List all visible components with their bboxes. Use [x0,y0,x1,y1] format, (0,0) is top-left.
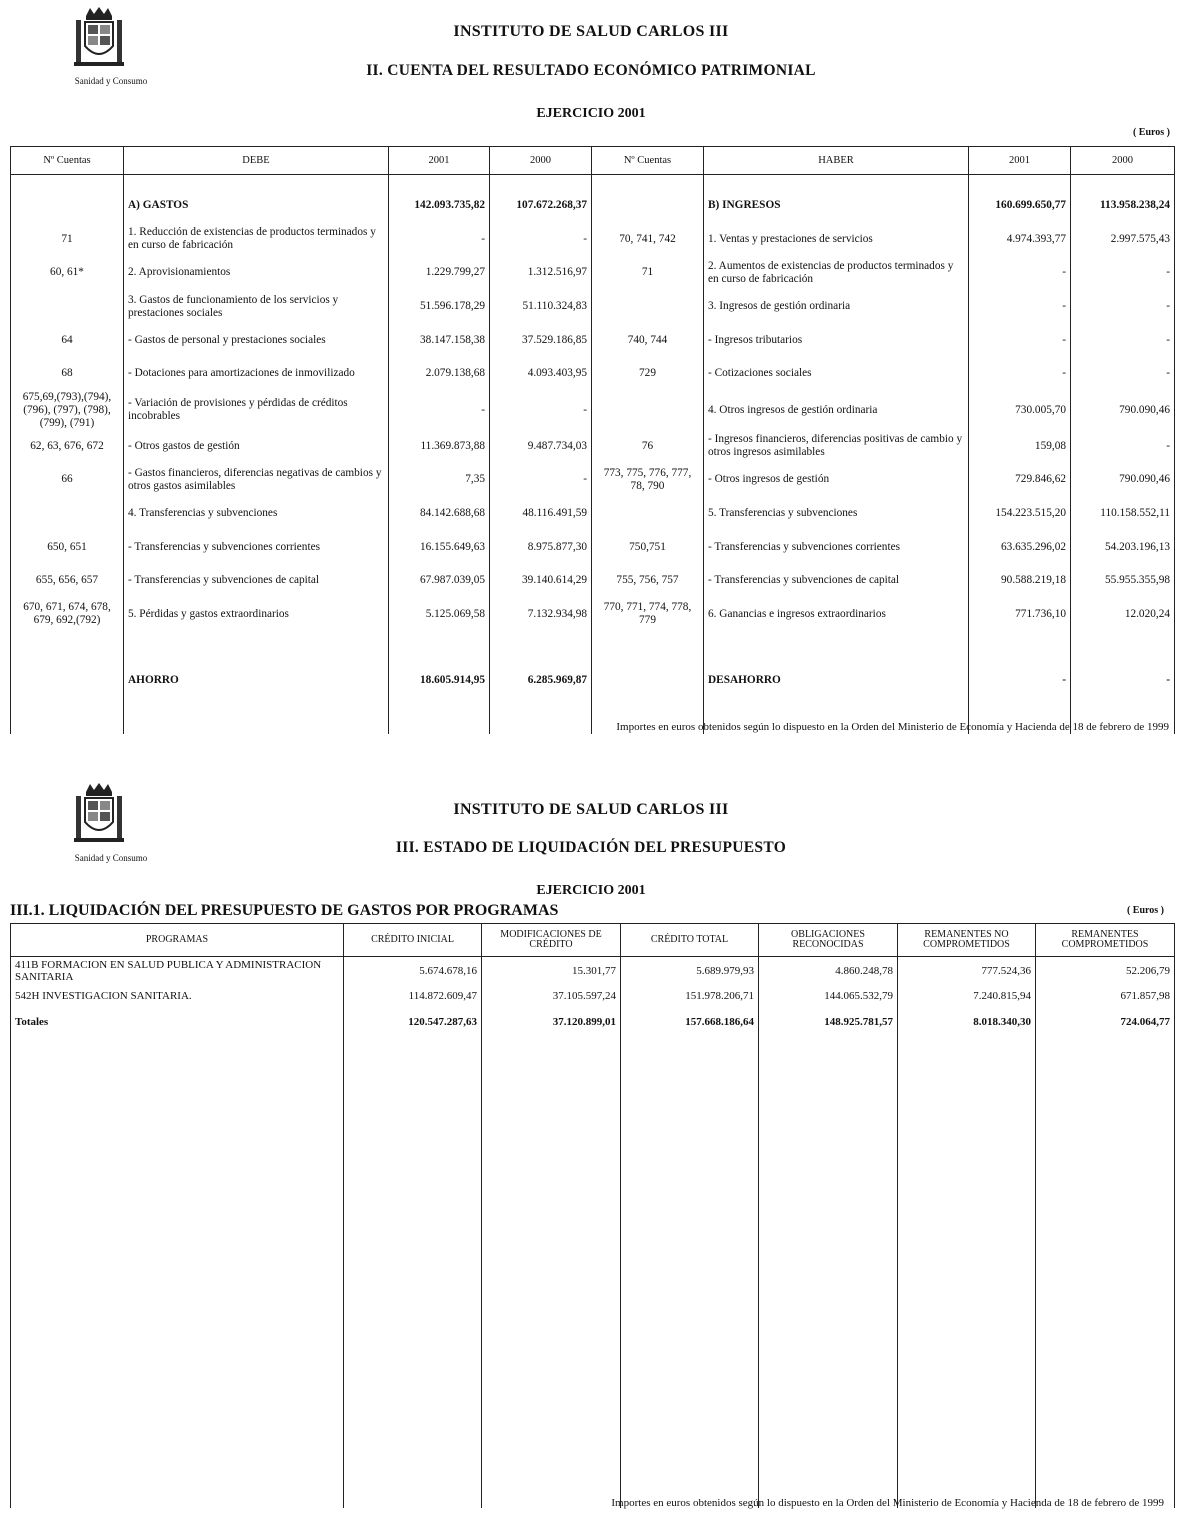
debe-2000-value: 7.132.934,98 [490,598,592,632]
debe-concept: 2. Aprovisionamientos [124,256,389,290]
total-inicial: 120.547.287,63 [344,1016,482,1036]
result-debe-2000: 6.285.969,87 [490,664,592,698]
account-codes-debe: 62, 63, 676, 672 [11,430,124,464]
debe-2000-value: 39.140.614,29 [490,564,592,598]
haber-2001-value: 154.223.515,20 [969,497,1071,531]
haber-2000-value: 113.958.238,24 [1071,189,1175,223]
haber-2001-value: 90.588.219,18 [969,564,1071,598]
debe-concept: 5. Pérdidas y gastos extraordinarios [124,598,389,632]
oblig-cell: 4.860.248,78 [759,957,898,991]
haber-2000-value: 790.090,46 [1071,391,1175,430]
table-row [11,598,1175,632]
account-codes-haber [592,189,704,223]
debe-2001-value: 67.987.039,05 [389,564,490,598]
rem_comp-cell: 671.857,98 [1036,990,1175,1016]
haber-2000-value: 790.090,46 [1071,463,1175,497]
debe-2001-value: 51.596.178,29 [389,290,490,324]
ministry-label-2: Sanidad y Consumo [74,853,148,863]
haber-2000-value: 110.158.552,11 [1071,497,1175,531]
header-haber: HABER [704,147,969,175]
debe-2000-value: - [490,391,592,430]
debe-2001-value: - [389,223,490,257]
account-codes-haber: 773, 775, 776, 777, 78, 790 [592,463,704,497]
debe-2000-value: 4.093.403,95 [490,357,592,391]
debe-2000-value: - [490,223,592,257]
haber-2000-value: 55.955.355,98 [1071,564,1175,598]
haber-concept: - Transferencias y subvenciones corrientes [704,530,969,564]
modif-cell: 37.105.597,24 [482,990,621,1016]
modif-cell: 15.301,77 [482,957,621,991]
account-codes-debe: 655, 656, 657 [11,564,124,598]
haber-concept: - Ingresos financieros, diferencias positivas de cambio y otros ingresos asimilables [704,430,969,464]
haber-concept: - Cotizaciones sociales [704,357,969,391]
haber-2001-value: - [969,323,1071,357]
haber-2001-value: - [969,357,1071,391]
coat-of-arms-emblem [72,6,126,70]
debe-2000-value: 107.672.268,37 [490,189,592,223]
haber-2001-value: 63.635.296,02 [969,530,1071,564]
result-haber-2000: - [1071,664,1175,698]
account-codes-debe: 670, 671, 674, 678, 679, 692,(792) [11,598,124,632]
header-haber-2000: 2000 [1071,147,1175,175]
haber-2000-value: - [1071,430,1175,464]
haber-2001-value: - [969,290,1071,324]
ejercicio-label-2: EJERCICIO 2001 [536,883,646,898]
debe-2001-value: 7,35 [389,463,490,497]
account-codes-debe [11,189,124,223]
account-codes-debe: 71 [11,223,124,257]
header-debe-2001: 2001 [389,147,490,175]
debe-concept: 3. Gastos de funcionamiento de los servicios y prestaciones sociales [124,290,389,324]
debe-concept: 4. Transferencias y subvenciones [124,497,389,531]
account-codes-haber: 755, 756, 757 [592,564,704,598]
debe-2000-value: 8.975.877,30 [490,530,592,564]
ministry-label: Sanidad y Consumo [74,76,148,86]
total-total: 157.668.186,64 [621,1016,759,1036]
account-codes-haber: 770, 771, 774, 778, 779 [592,598,704,632]
account-codes-haber: 740, 744 [592,323,704,357]
inicial-cell: 114.872.609,47 [344,990,482,1016]
legal-note: Importes en euros obtenidos según lo dispuesto en la Orden del Ministerio de Economía y Hacienda de 18 de febrero de 1999 [616,721,1169,733]
haber-concept: - Ingresos tributarios [704,323,969,357]
debe-concept: - Otros gastos de gestión [124,430,389,464]
header-credito-total: CRÉDITO TOTAL [621,924,759,957]
haber-2001-value: 729.846,62 [969,463,1071,497]
haber-concept: 2. Aumentos de existencias de productos terminados y en curso de fabricación [704,256,969,290]
haber-2000-value: 12.020,24 [1071,598,1175,632]
debe-concept: - Gastos de personal y prestaciones sociales [124,323,389,357]
table-row [11,290,1175,324]
account-codes-haber: 76 [592,430,704,464]
haber-2001-value: 160.699.650,77 [969,189,1071,223]
debe-2001-value: 5.125.069,58 [389,598,490,632]
debe-concept: - Variación de provisiones y pérdidas de créditos incobrables [124,391,389,430]
debe-2000-value: 37.529.186,85 [490,323,592,357]
haber-concept: 6. Ganancias e ingresos extraordinarios [704,598,969,632]
debe-2000-value: - [490,463,592,497]
debe-2001-value: 84.142.688,68 [389,497,490,531]
table-row [11,990,1175,1016]
programa-cell: 411B FORMACION EN SALUD PUBLICA Y ADMINISTRACION SANITARIA [11,957,344,991]
haber-2001-value: 159,08 [969,430,1071,464]
account-codes-debe: 64 [11,323,124,357]
debe-2001-value: 11.369.873,88 [389,430,490,464]
result-debe-2001: 18.605.914,95 [389,664,490,698]
debe-2000-value: 9.487.734,03 [490,430,592,464]
debe-2001-value: 1.229.799,27 [389,256,490,290]
total-rem_comp: 724.064,77 [1036,1016,1175,1036]
rem_no-cell: 777.524,36 [898,957,1036,991]
table-row [11,530,1175,564]
haber-concept: - Otros ingresos de gestión [704,463,969,497]
account-codes-debe: 675,69,(793),(794), (796), (797), (798), (799), (791) [11,391,124,430]
debe-concept: - Dotaciones para amortizaciones de inmovilizado [124,357,389,391]
debe-2000-value: 51.110.324,83 [490,290,592,324]
account-codes-haber [592,497,704,531]
debe-2001-value: 142.093.735,82 [389,189,490,223]
header-remanentes-comp: REMANENTES COMPROMETIDOS [1036,924,1175,957]
table-row [11,357,1175,391]
coat-of-arms-emblem-2 [72,782,126,846]
header-obligaciones: OBLIGACIONES RECONOCIDAS [759,924,898,957]
account-codes-debe: 68 [11,357,124,391]
table-header-row [11,924,1175,957]
header-cuentas-debe: Nº Cuentas [11,147,124,175]
total-cell: 151.978.206,71 [621,990,759,1016]
debe-2001-value: 16.155.649,63 [389,530,490,564]
account-codes-haber [592,391,704,430]
account-codes-debe [11,290,124,324]
haber-concept: 5. Transferencias y subvenciones [704,497,969,531]
table-row [11,391,1175,430]
haber-2000-value: 54.203.196,13 [1071,530,1175,564]
debe-2001-value: 2.079.138,68 [389,357,490,391]
debe-concept: - Transferencias y subvenciones de capital [124,564,389,598]
result-haber-label: DESAHORRO [704,664,969,698]
table-row [11,223,1175,257]
header-modificaciones: MODIFICACIONES DE CRÉDITO [482,924,621,957]
account-codes-haber: 71 [592,256,704,290]
total-cell: 5.689.979,93 [621,957,759,991]
debe-2001-value: - [389,391,490,430]
haber-2000-value: 2.997.575,43 [1071,223,1175,257]
rem_no-cell: 7.240.815,94 [898,990,1036,1016]
account-codes-debe: 60, 61* [11,256,124,290]
table-row [11,256,1175,290]
result-row [11,664,1175,698]
spacer-row [11,175,1175,190]
haber-2001-value: - [969,256,1071,290]
debe-concept: 1. Reducción de existencias de productos terminados y en curso de fabricación [124,223,389,257]
table-row [11,430,1175,464]
haber-2000-value: - [1071,256,1175,290]
account-codes-debe: 66 [11,463,124,497]
results-table [10,146,1175,734]
header-remanentes-no: REMANENTES NO COMPROMETIDOS [898,924,1036,957]
total-modif: 37.120.899,01 [482,1016,621,1036]
units-label: ( Euros ) [1132,127,1170,138]
header-debe-2000: 2000 [490,147,592,175]
institute-title-2: INSTITUTO DE SALUD CARLOS III [453,801,729,818]
table-row [11,564,1175,598]
haber-2001-value: 771.736,10 [969,598,1071,632]
units-label-2: ( Euros ) [1126,905,1164,916]
section-subtitle: III.1. LIQUIDACIÓN DEL PRESUPUESTO DE GASTOS POR PROGRAMAS [10,902,559,919]
account-codes-haber: 729 [592,357,704,391]
result-haber-2001: - [969,664,1071,698]
haber-concept: - Transferencias y subvenciones de capital [704,564,969,598]
haber-concept: 1. Ventas y prestaciones de servicios [704,223,969,257]
account-codes-haber: 750,751 [592,530,704,564]
total-oblig: 148.925.781,57 [759,1016,898,1036]
legal-note-2: Importes en euros obtenidos según lo dispuesto en la Orden del Ministerio de Economía y Hacienda de 18 de febrero de 1999 [611,1497,1164,1509]
haber-2001-value: 4.974.393,77 [969,223,1071,257]
table-header-row [11,147,1175,175]
table-row [11,497,1175,531]
haber-2000-value: - [1071,323,1175,357]
total-rem_no: 8.018.340,30 [898,1016,1036,1036]
ejercicio-label: EJERCICIO 2001 [536,106,646,121]
debe-concept: - Transferencias y subvenciones corrientes [124,530,389,564]
header-haber-2001: 2001 [969,147,1071,175]
header-programas: PROGRAMAS [11,924,344,957]
haber-2000-value: - [1071,357,1175,391]
debe-2001-value: 38.147.158,38 [389,323,490,357]
haber-2000-value: - [1071,290,1175,324]
oblig-cell: 144.065.532,79 [759,990,898,1016]
result-debe-label: AHORRO [124,664,389,698]
spacer-row [11,631,1175,664]
account-codes-haber [592,290,704,324]
table-row [11,189,1175,223]
crown-shield-icon [72,782,126,846]
header-credito-inicial: CRÉDITO INICIAL [344,924,482,957]
debe-concept: A) GASTOS [124,189,389,223]
inicial-cell: 5.674.678,16 [344,957,482,991]
haber-2001-value: 730.005,70 [969,391,1071,430]
header-debe: DEBE [124,147,389,175]
debe-2000-value: 48.116.491,59 [490,497,592,531]
table-row [11,463,1175,497]
account-codes-debe [11,497,124,531]
programa-cell: 542H INVESTIGACION SANITARIA. [11,990,344,1016]
statement-title-2: III. ESTADO DE LIQUIDACIÓN DEL PRESUPUESTO [395,839,787,856]
total-programa: Totales [11,1016,344,1036]
crown-shield-icon [72,6,126,70]
account-codes-debe: 650, 651 [11,530,124,564]
haber-concept: B) INGRESOS [704,189,969,223]
account-codes-haber: 70, 741, 742 [592,223,704,257]
haber-concept: 3. Ingresos de gestión ordinaria [704,290,969,324]
table-row [11,323,1175,357]
budget-table [10,923,1175,1508]
table-row [11,957,1175,991]
totals-row [11,1016,1175,1036]
institute-title: INSTITUTO DE SALUD CARLOS III [453,23,729,40]
rem_comp-cell: 52.206,79 [1036,957,1175,991]
haber-concept: 4. Otros ingresos de gestión ordinaria [704,391,969,430]
statement-title: II. CUENTA DEL RESULTADO ECONÓMICO PATRIMONIAL [366,62,816,79]
header-cuentas-haber: Nº Cuentas [592,147,704,175]
debe-2000-value: 1.312.516,97 [490,256,592,290]
spacer-row [11,1036,1175,1508]
debe-concept: - Gastos financieros, diferencias negativas de cambios y otros gastos asimilables [124,463,389,497]
